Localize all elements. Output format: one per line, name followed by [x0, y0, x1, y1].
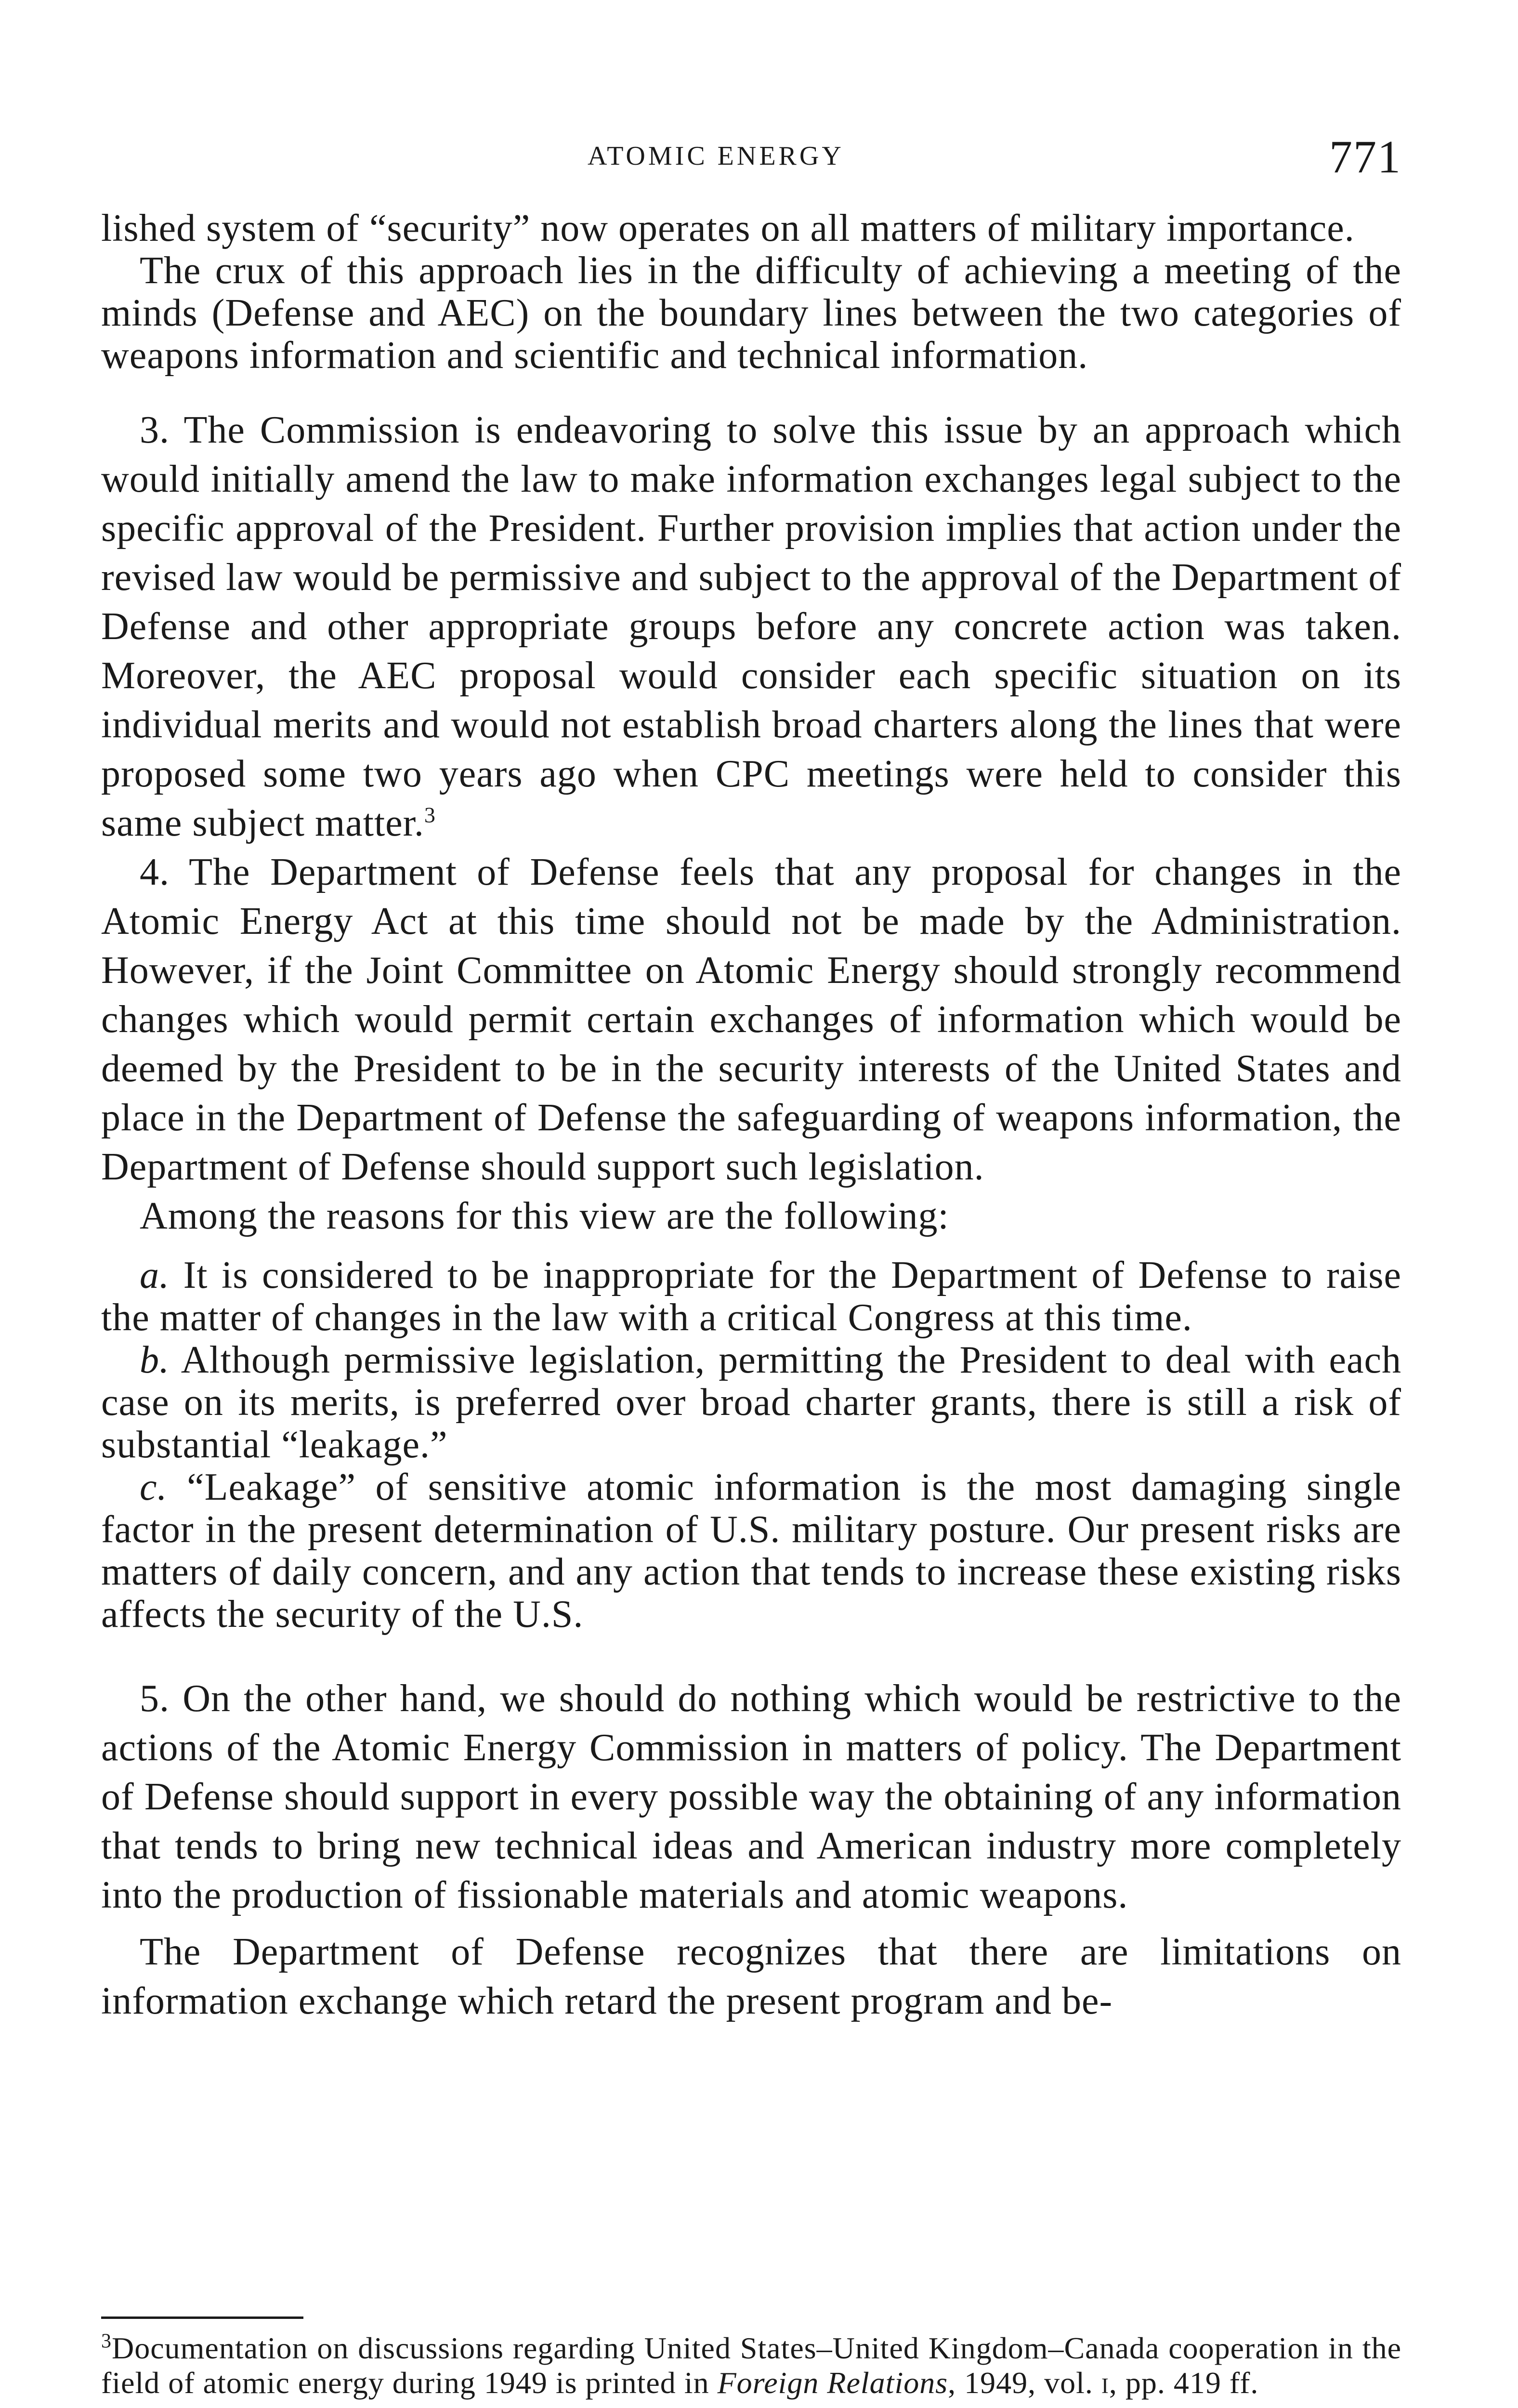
running-head: ATOMIC ENERGY — [588, 141, 844, 171]
footnote-text-after: , pp. 419 ff. — [1109, 2366, 1259, 2400]
footnote-volume: i — [1101, 2366, 1109, 2400]
list-item-b — [101, 1339, 1401, 1466]
body-text — [101, 207, 1401, 2026]
list-item-a-text: It is considered to be inappropriate for the Department of Defense to raise the matter of changes in the law with a critical Congress at this time. — [101, 1254, 1401, 1339]
paragraph-3 — [101, 406, 1401, 848]
footnote-rule — [101, 2316, 303, 2319]
footnote-reference: 3 — [424, 802, 436, 827]
footnote-marker: 3 — [101, 2330, 112, 2353]
list-marker-a: a. — [140, 1254, 170, 1296]
list-item-a — [101, 1254, 1401, 1339]
footnote-text-before: Documentation on discussions regarding United States–United Kingdom–Canada cooperation in the field of atomic energy during 1949 is printed in — [101, 2331, 1401, 2400]
paragraph-crux: The crux of this approach lies in the difficulty of achieving a meeting of the minds (Defense and AEC) on the boundary lines between the two categories of weapons information and scientific and technical information. — [101, 249, 1401, 377]
list-marker-b: b. — [140, 1339, 170, 1381]
paragraph-limitations: The Department of Defense recognizes that there are limitations on information exchange which retard the present program and be- — [101, 1931, 1401, 2022]
paragraph-reasons-intro: Among the reasons for this view are the following: — [140, 1195, 949, 1237]
page-header — [101, 130, 1401, 183]
page-number: 771 — [1329, 131, 1401, 183]
footnote — [101, 2331, 1401, 2400]
paragraph-5: 5. On the other hand, we should do nothing which would be restrictive to the actions of the Atomic Energy Commission in matters of policy. The Department of Defense should support in every possible way the obtaining of any information that tends to bring new technical ideas and American industry more completely into the production of fissionable materials and atomic weapons. — [101, 1677, 1401, 1916]
list-item-c-text: “Leakage” of sensitive atomic information is the most damaging single factor in the present determination of U.S. military posture. Our present risks are matters of daily concern, and any action that tends to increase these existing risks affects the security of the U.S. — [101, 1466, 1402, 1636]
paragraph-4: 4. The Department of Defense feels that any proposal for changes in the Atomic Energy Act at this time should not be made by the Administration. However, if the Joint Committee on Atomic Energy should strongly recommend changes which would permit certain exchanges of information which would be deemed by the President to be in the security interests of the United States and place in the Department of Defense the safeguarding of weapons information, the Department of Defense should support such legislation. — [101, 851, 1401, 1188]
list-item-c — [101, 1466, 1401, 1636]
paragraph-continuation: lished system of “security” now operates on all matters of military importance. — [101, 207, 1355, 249]
footnote-text-mid: , 1949, vol. — [948, 2366, 1101, 2400]
list-marker-c: c. — [140, 1466, 168, 1508]
footnote-title: Foreign Relations — [717, 2366, 948, 2400]
paragraph-3-text: 3. The Commission is endeavoring to solve this issue by an approach which would initially amend the law to make information exchanges legal subject to the specific approval of the President. Further provision implies that action under the revised law would be permissive and subject to the approval of the Department of Defense and other appropriate groups before any concrete action was taken. Moreover, the AEC proposal would consider each specific situation on its individual merits and would not establish broad charters along the lines that were proposed some two years ago when CPC meetings were held to consider this same subject matter. — [101, 409, 1401, 844]
list-item-b-text: Although permissive legislation, permitting the President to deal with each case on its merits, is preferred over broad charter grants, there is still a risk of substantial “leakage.” — [101, 1339, 1401, 1466]
